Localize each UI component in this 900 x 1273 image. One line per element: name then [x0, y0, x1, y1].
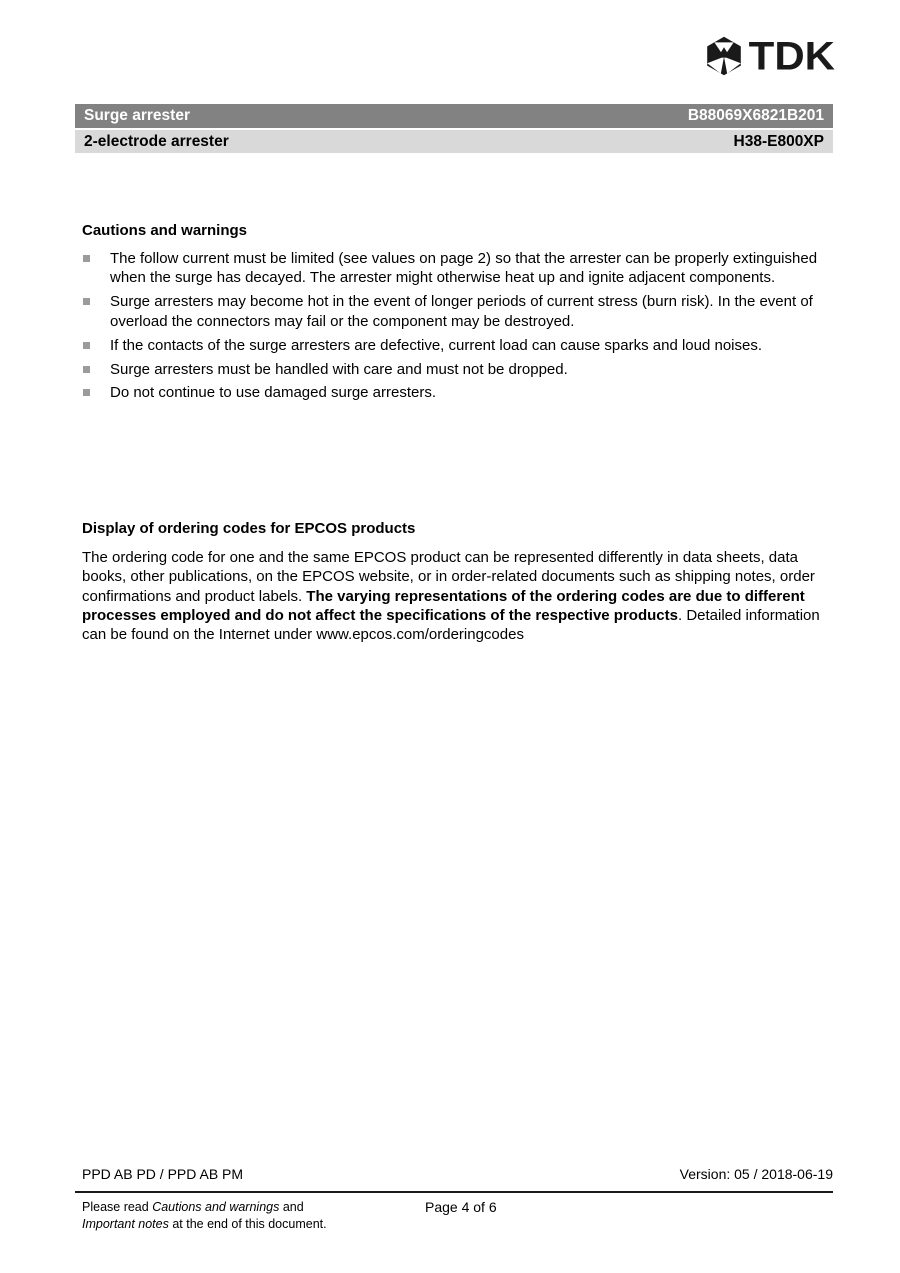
caution-item [82, 383, 820, 402]
product-subheader-bar [75, 130, 833, 153]
bullet-square-icon [83, 298, 90, 305]
footer-department: PPD AB PD / PPD AB PM [82, 1166, 244, 1182]
caution-text: Surge arresters may become hot in the event of longer periods of current stress (burn risk). In the event of overload the connectors may fail or the component may be destroyed. [110, 293, 813, 330]
caution-item [82, 336, 820, 355]
bullet-square-icon [83, 255, 90, 262]
footer-page-number: Page 4 of 6 [425, 1199, 497, 1215]
ordering-paragraph [82, 548, 834, 644]
tdk-emblem-icon [704, 36, 744, 76]
tdk-wordmark: TDK [748, 33, 835, 78]
type-code-label: H38-E800XP [733, 132, 824, 150]
product-header-bar [75, 104, 833, 128]
footer-note-line1: Please read Cautions and warnings and [82, 1200, 304, 1214]
footer-note [82, 1199, 327, 1232]
cautions-heading: Cautions and warnings [82, 222, 248, 239]
tdk-logo [704, 33, 835, 78]
footer-meta-row [75, 1166, 833, 1182]
caution-text: Surge arresters must be handled with care and must not be dropped. [110, 360, 568, 378]
epcos-orderingcodes-url[interactable]: www.epcos.com/orderingcodes [316, 626, 524, 644]
bullet-square-icon [83, 366, 90, 373]
caution-text: Do not continue to use damaged surge arresters. [110, 384, 437, 402]
cautions-list [82, 249, 820, 407]
caution-item [82, 292, 820, 331]
ordering-heading: Display of ordering codes for EPCOS products [82, 520, 416, 537]
product-family-label: Surge arrester [84, 107, 190, 124]
caution-item [82, 360, 820, 379]
ordering-code-label: B88069X6821B201 [687, 107, 824, 124]
bullet-square-icon [83, 389, 90, 396]
footer-note-line2: Important notes at the end of this document. [82, 1216, 327, 1231]
ordering-paragraph-text: The ordering code for one and the same EPCOS product can be represented differently in data sheets, data books, other publications, on the EPCOS website, or in order-related documents such as shipping notes, order confirmations and product labels. The varying representations of the ordering codes are due to different processes employed and do not affect the specifications of the respective products. Detailed information can be found on the Internet under [82, 549, 820, 644]
caution-text: The follow current must be limited (see values on page 2) so that the arrester can be properly extinguished when the surge has decayed. The arrester might otherwise heat up and ignite adjacent components. [110, 250, 818, 287]
caution-text: If the contacts of the surge arresters are defective, current load can cause sparks and loud noises. [110, 336, 763, 354]
caution-item [82, 249, 820, 288]
bullet-square-icon [83, 342, 90, 349]
product-type-label: 2-electrode arrester [84, 132, 229, 150]
footer-divider [75, 1191, 833, 1193]
footer-version: Version: 05 / 2018-06-19 [679, 1166, 833, 1182]
